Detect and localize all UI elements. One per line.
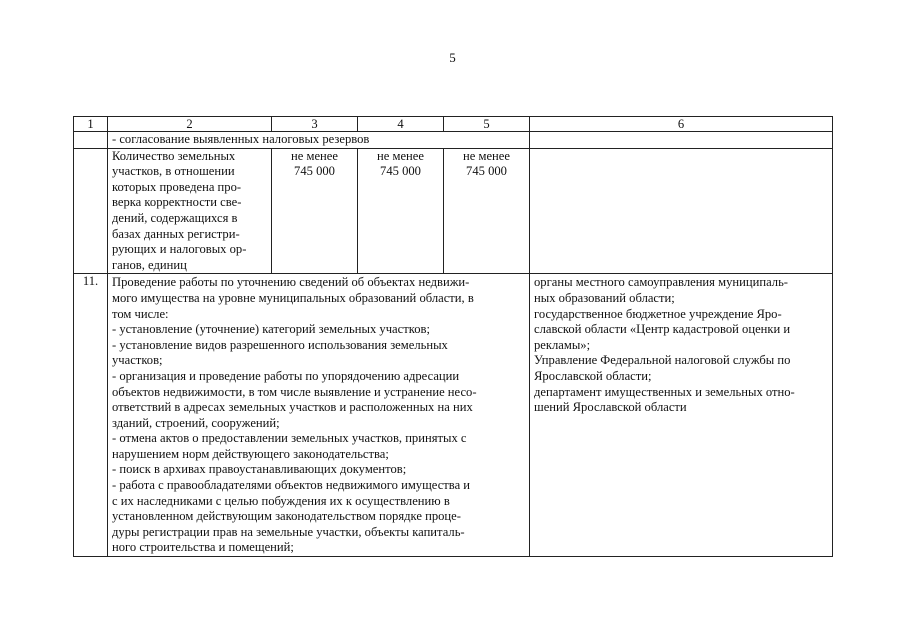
indicator-row	[74, 148, 833, 274]
indicator-empty-cell	[74, 148, 108, 274]
subheading-row	[74, 132, 833, 149]
description-line: участков;	[112, 353, 163, 368]
header-cell-2: 2	[108, 117, 272, 132]
executor-line: департамент имущественных и земельных отно-	[534, 384, 795, 399]
indicator-name-line: которых проведена про-	[112, 179, 242, 194]
value-prefix: не менее	[291, 148, 338, 163]
executor-line: Управление Федеральной налоговой службы по	[534, 353, 791, 368]
indicator-name-cell	[108, 148, 272, 274]
indicator-name-line: рующих и налоговых ор-	[112, 242, 247, 257]
item-executors-cell	[530, 274, 833, 557]
item-number: 11.	[74, 274, 108, 557]
indicator-name-line: участков, в отношении	[112, 164, 235, 179]
description-line: ответствий в адресах земельных участков и расположенных на них	[112, 400, 473, 415]
description-line: установленном действующим законодательством порядке проце-	[112, 509, 461, 524]
indicator-name-line: базах данных регистри-	[112, 226, 240, 241]
description-line: с их наследниками с целью побуждения их к осуществлению в	[112, 493, 450, 508]
description-line: Проведение работы по уточнению сведений об объектах недвижи-	[112, 275, 470, 290]
page-number: 5	[449, 50, 456, 65]
description-line: - установление видов разрешенного использования земельных	[112, 337, 448, 352]
description-line: - отмена актов о предоставлении земельных участков, принятых с	[112, 431, 467, 446]
description-line: дуры регистрации прав на земельные участки, объекты капиталь-	[112, 524, 465, 539]
description-line: - поиск в архивах правоустанавливающих документов;	[112, 462, 407, 477]
header-cell-1: 1	[74, 117, 108, 132]
executor-line: шений Ярославской области	[534, 400, 687, 415]
subheading-cell: - согласование выявленных налоговых резервов	[108, 132, 530, 149]
subheading-executors-cell	[530, 132, 833, 149]
executor-line: славской области «Центр кадастровой оценки и	[534, 322, 791, 337]
value-number: 745 000	[380, 164, 421, 179]
indicator-executors-cell	[530, 148, 833, 274]
item-11-row	[74, 274, 833, 557]
description-line: - организация и проведение работы по упорядочению адресации	[112, 368, 460, 383]
description-line: - установление (уточнение) категорий земельных участков;	[112, 322, 430, 337]
indicator-name-line: ганов, единиц	[112, 257, 187, 272]
value-prefix: не менее	[377, 148, 424, 163]
indicator-name-line: дений, содержащихся в	[112, 210, 238, 225]
program-table	[73, 116, 833, 557]
value-number: 745 000	[466, 164, 507, 179]
value-prefix: не менее	[463, 148, 510, 163]
value-number: 745 000	[294, 164, 335, 179]
description-line: - работа с правообладателями объектов недвижимого имущества и	[112, 478, 471, 493]
description-line: мого имущества на уровне муниципальных образований области, в	[112, 290, 474, 305]
description-line: ного строительства и помещений;	[112, 540, 294, 555]
table-header-row	[74, 117, 833, 132]
indicator-name-line: Количество земельных	[112, 148, 236, 163]
indicator-value-year-1	[272, 148, 358, 274]
executor-line: органы местного самоуправления муниципаль-	[534, 275, 789, 290]
indicator-value-year-3	[444, 148, 530, 274]
header-cell-5: 5	[444, 117, 530, 132]
description-line: нарушением норм действующего законодательства;	[112, 446, 389, 461]
header-cell-6: 6	[530, 117, 833, 132]
executor-line: рекламы»;	[534, 337, 591, 352]
description-line: объектов недвижимости, в том числе выявление и устранение несо-	[112, 384, 477, 399]
indicator-name-line: верка корректности све-	[112, 195, 242, 210]
executor-line: Ярославской области;	[534, 368, 652, 383]
indicator-value-year-2	[358, 148, 444, 274]
header-cell-4: 4	[358, 117, 444, 132]
executor-line: ных образований области;	[534, 290, 675, 305]
executor-line: государственное бюджетное учреждение Яро-	[534, 306, 782, 321]
description-line: зданий, строений, сооружений;	[112, 415, 280, 430]
item-description-cell	[108, 274, 530, 557]
description-line: том числе:	[112, 306, 169, 321]
header-cell-3: 3	[272, 117, 358, 132]
subheading-empty-cell	[74, 132, 108, 149]
